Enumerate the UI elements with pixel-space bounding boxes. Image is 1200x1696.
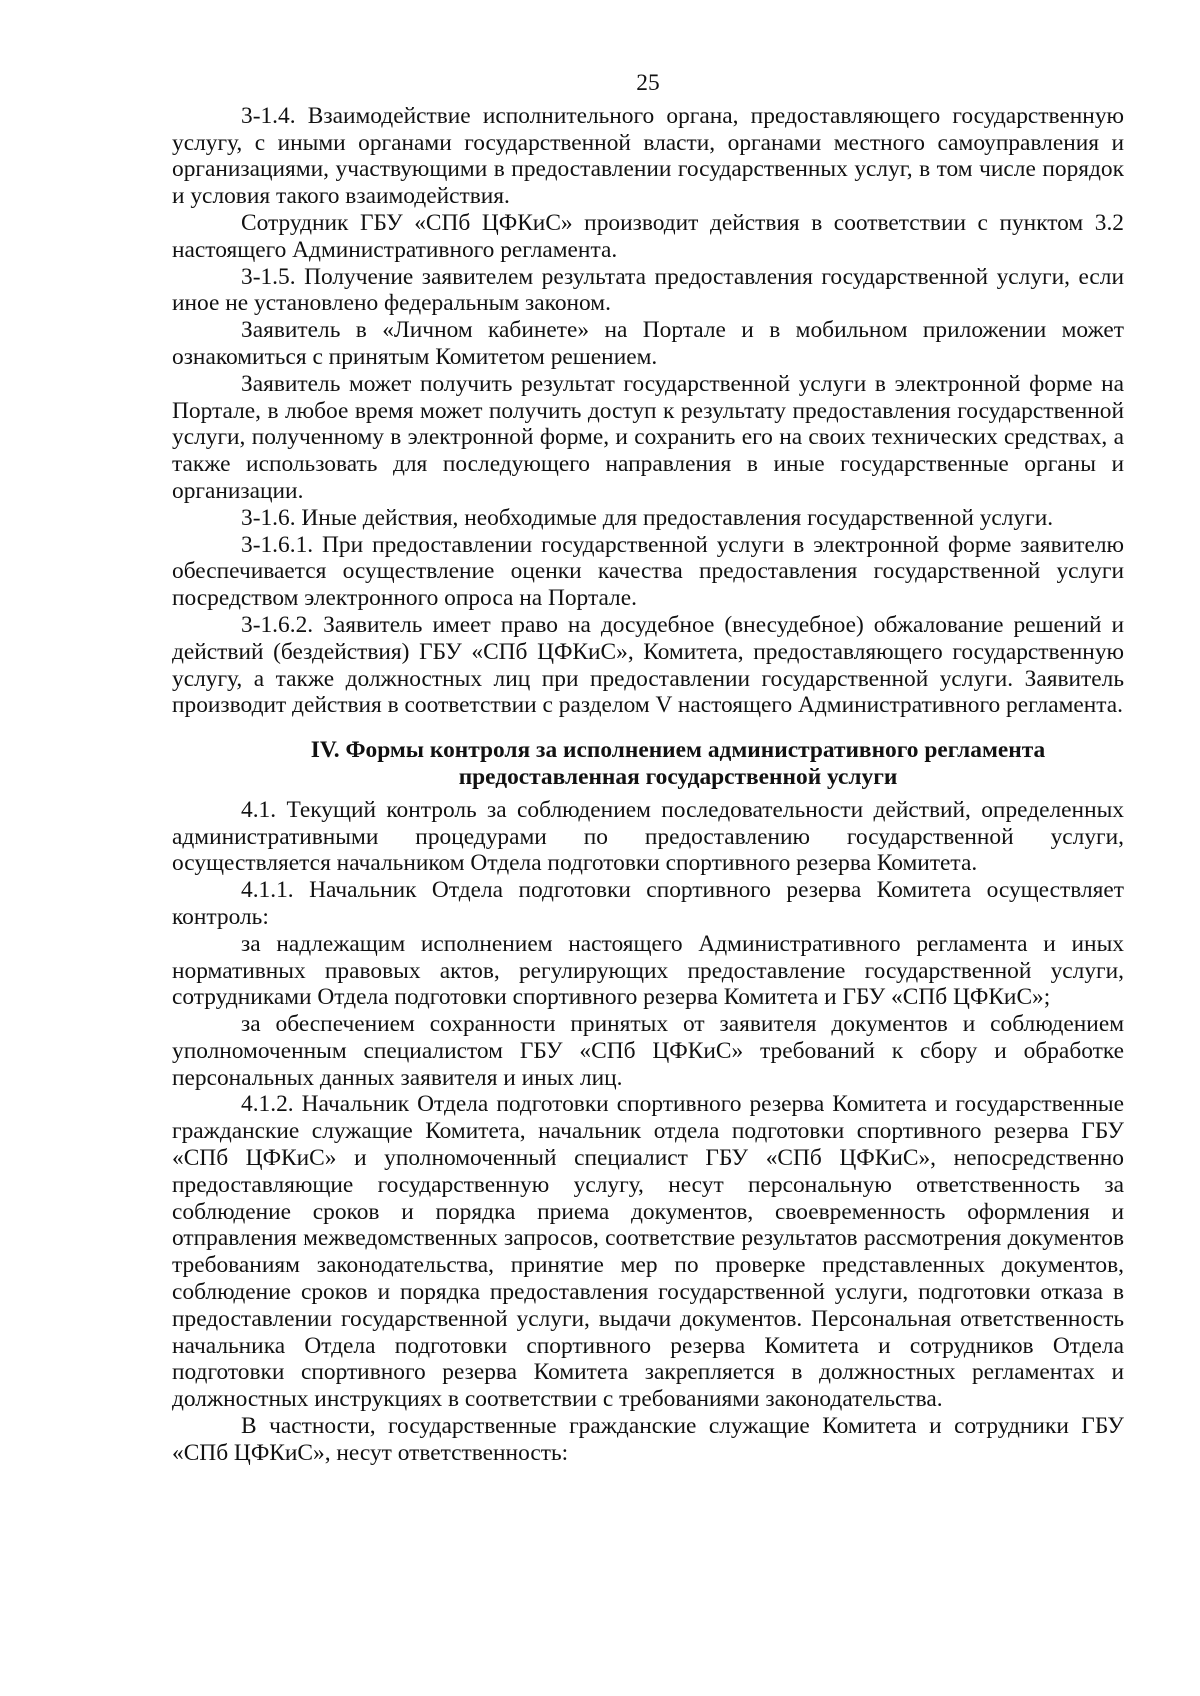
paragraph-3-1-5: 3-1.5. Получение заявителем результата предоставления государственной услуги, если иное не установлено федеральным законом. — [172, 263, 1124, 317]
paragraph-4-1-1: 4.1.1. Начальник Отдела подготовки спортивного резерва Комитета осуществляет контроль: — [172, 877, 1124, 930]
paragraph-personal-account: Заявитель в «Личном кабинете» на Портале и в мобильном приложении может ознакомиться с принятым Комитетом решением. — [172, 317, 1124, 370]
paragraph-4-1-2: 4.1.2. Начальник Отдела подготовки спортивного резерва Комитета и государственные гражданские служащие Комитета, начальник отдела подготовки спортивного резерва ГБУ «СПб ЦФКиС» и уполномоченный специалист ГБУ «СПб ЦФКиС», непосредственно предоставляющие государственную услугу, несут персональную ответственность за соблюдение сроков и порядка приема документов, своевременность оформления и отправления межведомственных запросов, соответствие результатов рассмотрения документов требованиям законодательства, принятие мер по проверке представленных документов, соблюдение сроков и порядка предоставления государственной услуги, подготовки отказа в предоставлении государственной услуги, выдачи документов. Персональная ответственность начальника Отдела подготовки спортивного резерва Комитета и сотрудников Отдела подготовки спортивного резерва Комитета закрепляется в должностных регламентах и должностных инструкциях в соответствии с требованиями законодательства. — [172, 1091, 1124, 1413]
paragraph-control-documents: за обеспечением сохранности принятых от заявителя документов и соблюдением уполномоченным специалистом ГБУ «СПб ЦФКиС» требований к сбору и обработке персональных данных заявителя и иных лиц. — [172, 1011, 1124, 1091]
paragraph-responsibility: В частности, государственные гражданские служащие Комитета и сотрудники ГБУ «СПб ЦФКиС», несут ответственность: — [172, 1413, 1124, 1466]
paragraph-4-1: 4.1. Текущий контроль за соблюдением последовательности действий, определенных административными процедурами по предоставлению государственной услуги, осуществляется начальником Отдела подготовки спортивного резерва Комитета. — [172, 796, 1124, 877]
document-page — [172, 70, 1124, 1467]
section-heading-line-1: IV. Формы контроля за исполнением административного регламента — [310, 737, 1046, 764]
paragraph-3-1-6: 3-1.6. Иные действия, необходимые для предоставления государственной услуги. — [241, 504, 1054, 531]
paragraph-3-1-6-1: 3-1.6.1. При предоставлении государственной услуги в электронной форме заявителю обеспечивается осуществление оценки качества предоставления государственной услуги посредством электронного опроса на Портале. — [172, 531, 1124, 612]
page-number: 25 — [636, 70, 660, 96]
paragraph-electronic-result: Заявитель может получить результат государственной услуги в электронной форме на Портале, в любое время может получить доступ к результату предоставления государственной услуги, полученному в электронной форме, и сохранить его на своих технических средствах, а также использовать для последующего направления в иные государственные органы и организации. — [172, 370, 1124, 504]
section-heading-line-2: предоставленная государственной услуги — [458, 763, 898, 790]
section-heading-iv — [172, 737, 1124, 791]
paragraph-control-regulation: за надлежащим исполнением настоящего Административного регламента и иных нормативных правовых актов, регулирующих предоставление государственной услуги, сотрудниками Отдела подготовки спортивного резерва Комитета и ГБУ «СПб ЦФКиС»; — [172, 930, 1124, 1011]
paragraph-3-1-6-2: 3-1.6.2. Заявитель имеет право на досудебное (внесудебное) обжалование решений и действий (бездействия) ГБУ «СПб ЦФКиС», Комитета, предоставляющего государственную услугу, а также должностных лиц при предоставлении государственной услуги. Заявитель производит действия в соответствии с разделом V настоящего Административного регламента. — [172, 611, 1124, 719]
paragraph-3-1-4: 3-1.4. Взаимодействие исполнительного органа, предоставляющего государственную услугу, с иными органами государственной власти, органами местного самоуправления и организациями, участвующими в предоставлении государственных услуг, в том числе порядок и условия такого взаимодействия. — [172, 102, 1124, 210]
paragraph-employee-actions: Сотрудник ГБУ «СПб ЦФКиС» производит действия в соответствии с пунктом 3.2 настоящего Административного регламента. — [172, 209, 1124, 263]
